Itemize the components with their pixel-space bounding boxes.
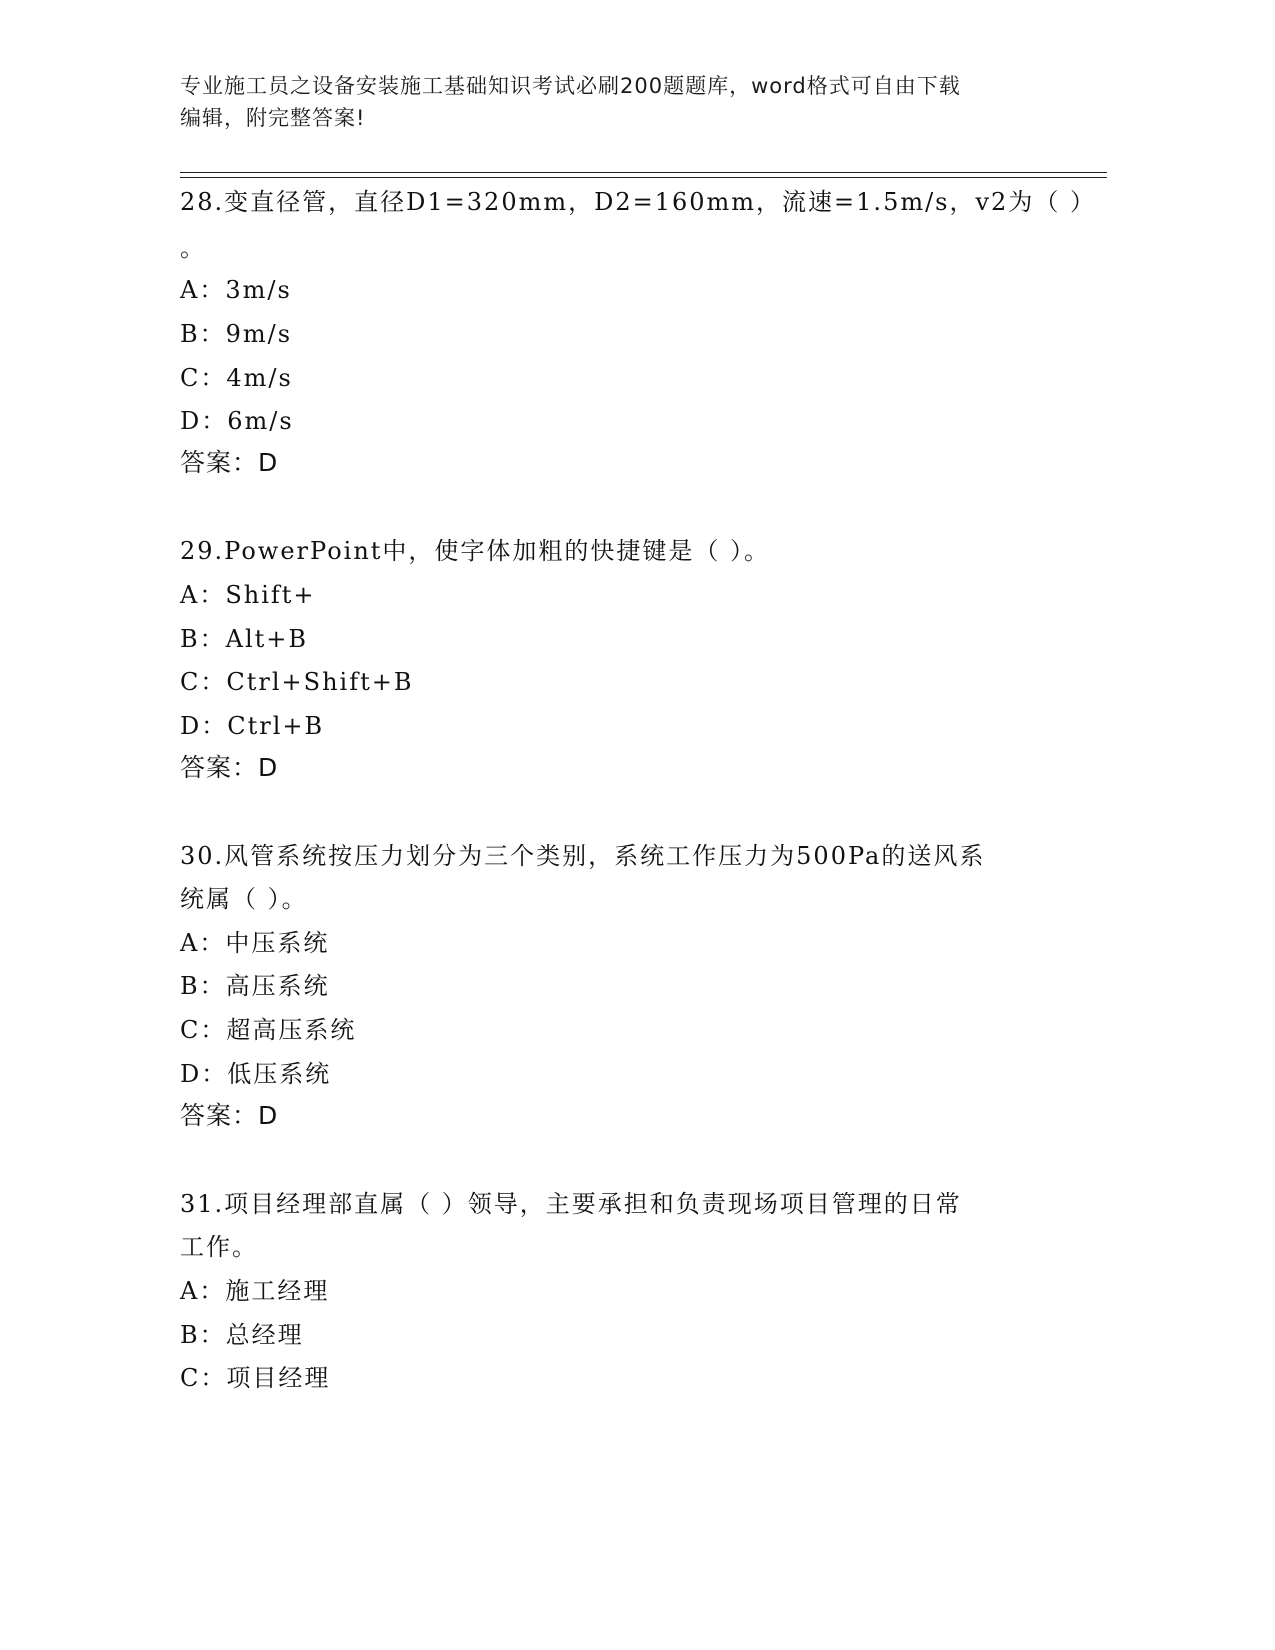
question-29-option-d: D：Ctrl+B [180, 712, 325, 740]
question-28-option-c: C：4m/s [180, 364, 293, 392]
question-30-stem-line-2: 统属（ ）。 [180, 885, 308, 913]
question-29-option-b: B：Alt+B [180, 625, 309, 653]
question-29-option-a: A：Shift+ [180, 581, 316, 609]
question-30-stem-line-1: 30.风管系统按压力划分为三个类别，系统工作压力为500Pa的送风系 [180, 842, 986, 870]
question-28-stem-line-2: 。 [180, 234, 206, 262]
header-divider-top [180, 172, 1107, 173]
question-31-stem-line-1: 31.项目经理部直属（ ）领导，主要承担和负责现场项目管理的日常 [180, 1190, 962, 1218]
question-28-option-b: B：9m/s [180, 320, 293, 348]
question-29-stem-line-1: 29.PowerPoint中，使字体加粗的快捷键是（ ）。 [180, 537, 771, 565]
question-29-answer: 答案：D [180, 753, 279, 782]
question-30-answer: 答案：D [180, 1101, 279, 1130]
header-divider-bottom [180, 177, 1107, 178]
question-30-option-d: D：低压系统 [180, 1060, 332, 1088]
question-31-stem-line-2: 工作。 [180, 1233, 258, 1261]
question-30-option-c: C：超高压系统 [180, 1016, 357, 1044]
header-line-2: 编辑，附完整答案! [180, 106, 366, 130]
document-header [180, 70, 1060, 134]
question-30-option-b: B：高压系统 [180, 972, 330, 1000]
question-30-option-a: A：中压系统 [180, 929, 330, 957]
question-31-option-b: B：总经理 [180, 1321, 304, 1349]
question-31-option-c: C：项目经理 [180, 1364, 331, 1392]
question-28-option-a: A：3m/s [180, 276, 292, 304]
header-line-1: 专业施工员之设备安装施工基础知识考试必刷200题题库，word格式可自由下载 [180, 74, 961, 98]
question-29-option-c: C：Ctrl+Shift+B [180, 668, 414, 696]
question-28-stem-line-1: 28.变直径管，直径D1=320mm，D2=160mm，流速=1.5m/s，v2为（ ） [180, 188, 1096, 216]
question-28-option-d: D：6m/s [180, 407, 294, 435]
question-28-answer: 答案：D [180, 448, 279, 477]
question-31-option-a: A：施工经理 [180, 1277, 330, 1305]
